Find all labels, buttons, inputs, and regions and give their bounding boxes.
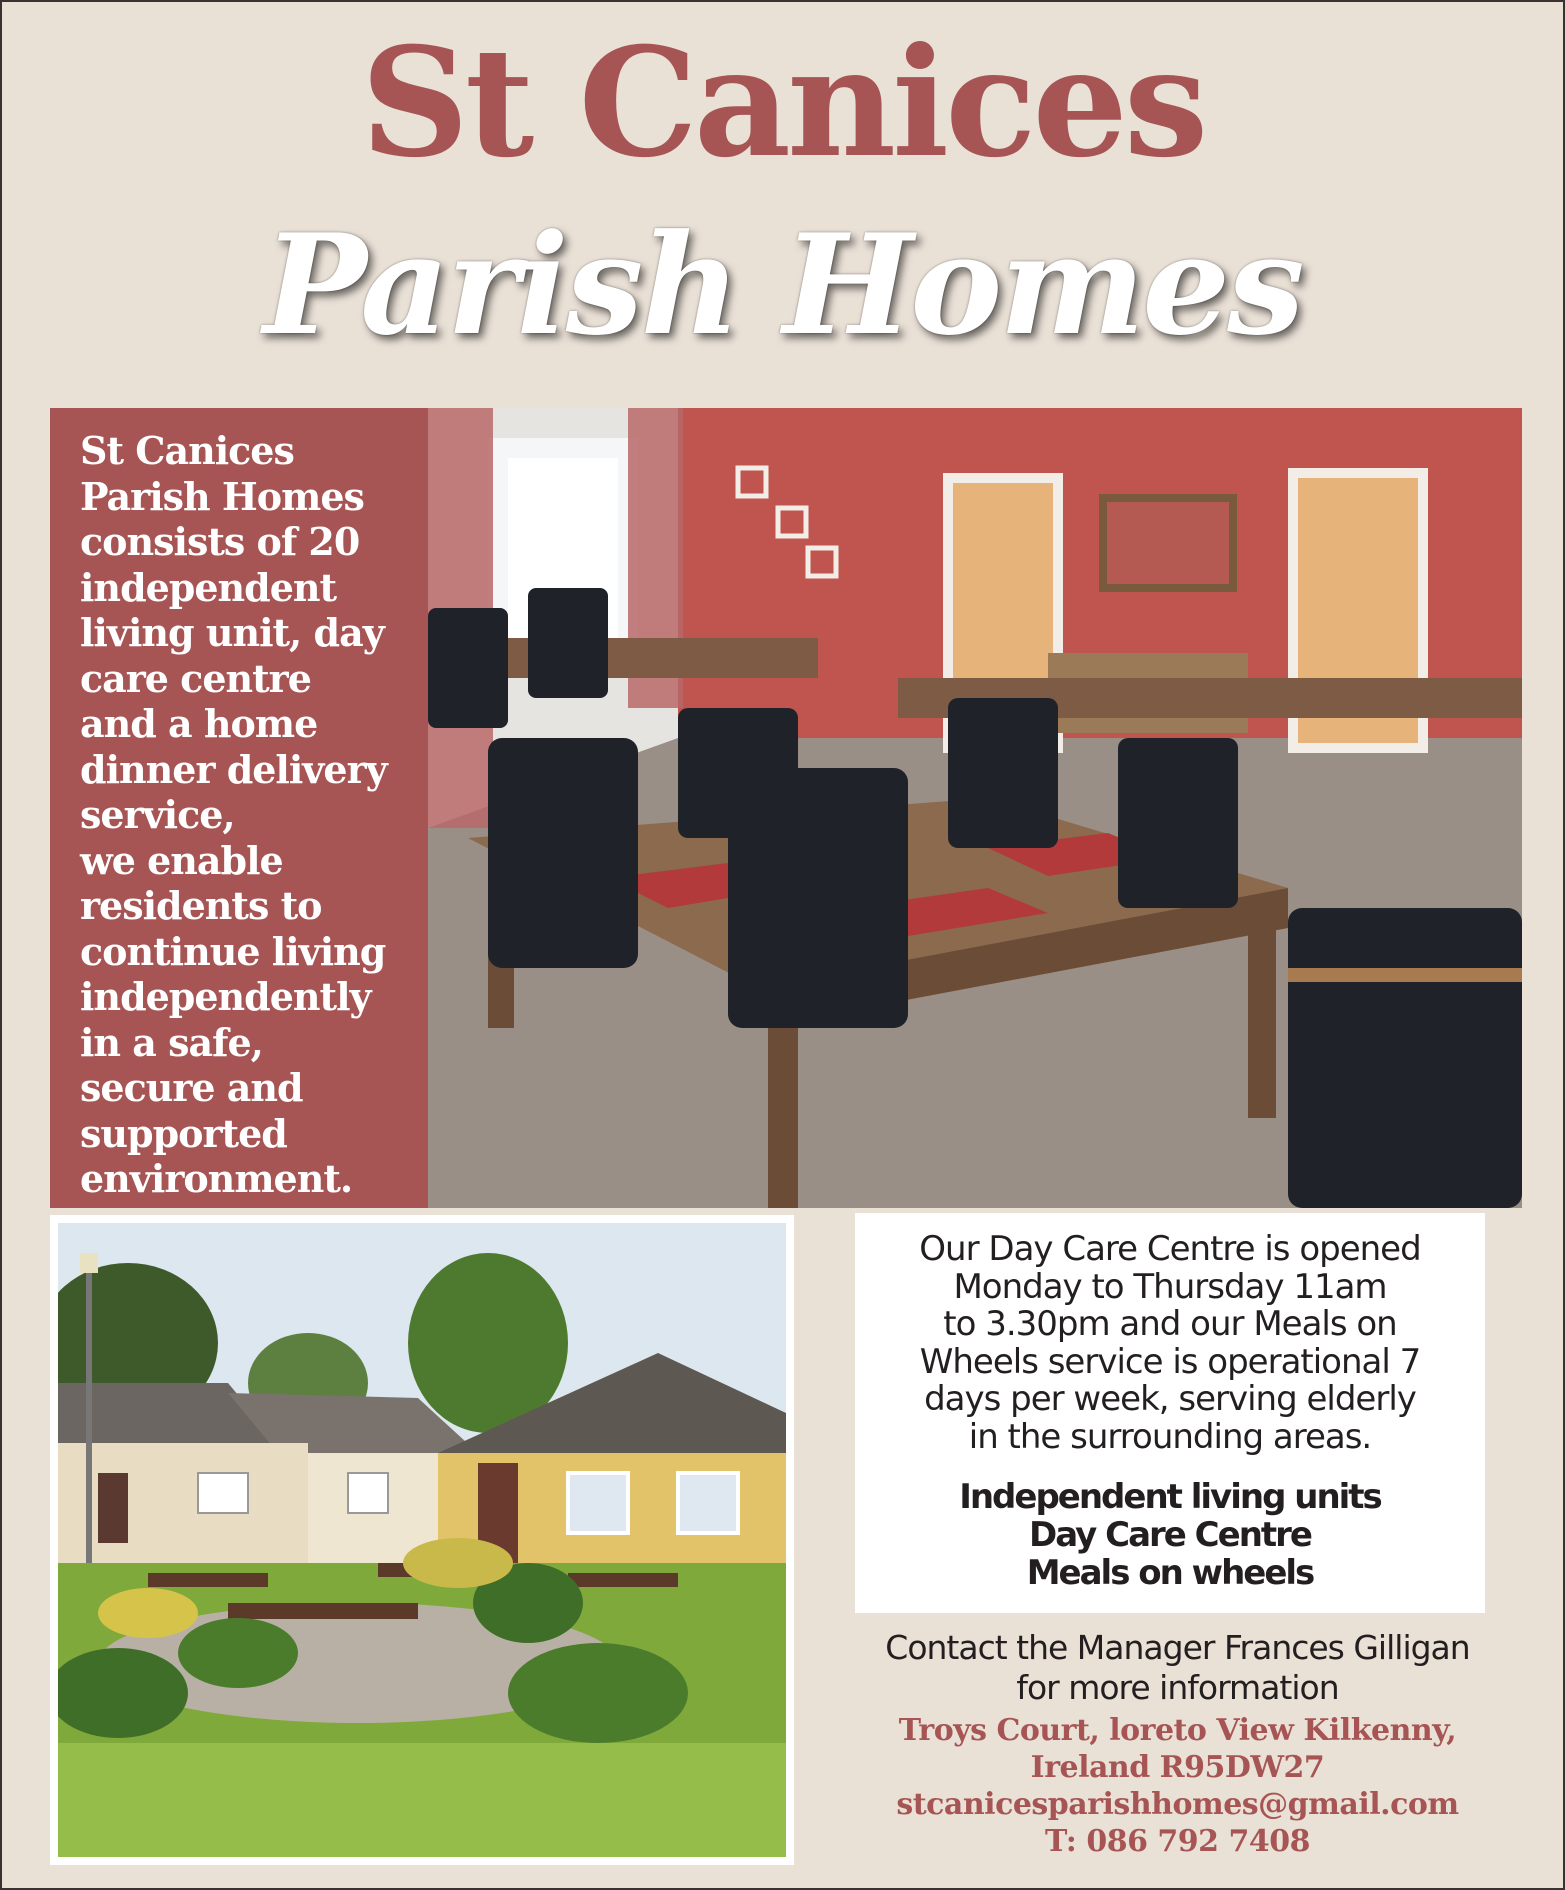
intro-panel bbox=[50, 408, 428, 1208]
title-line-2: Parish Homes bbox=[263, 203, 1302, 366]
title-line-1: St Canices bbox=[360, 15, 1205, 191]
contact-section bbox=[820, 1628, 1535, 1860]
contact-text: Contact the Manager Frances Gilligan for more information bbox=[885, 1628, 1470, 1707]
email-link[interactable]: stcanicesparishhomes@gmail.com bbox=[896, 1787, 1459, 1822]
dining-room-photo bbox=[428, 408, 1522, 1208]
intro-text: St Canices Parish Homes consists of 20 independent living unit, day care centre and a home dinner delivery service, we enable residents to continue living independently in a safe, secure and supported environment. bbox=[80, 428, 387, 1201]
service-item: Day Care Centre bbox=[1029, 1515, 1311, 1555]
day-care-info-box bbox=[855, 1213, 1485, 1613]
service-item: Independent living units bbox=[959, 1477, 1381, 1517]
phone-number[interactable]: T: 086 792 7408 bbox=[1045, 1824, 1310, 1859]
service-item: Meals on wheels bbox=[1026, 1553, 1314, 1593]
address-line-2: Ireland R95DW27 bbox=[1030, 1750, 1325, 1785]
day-care-info-text: Our Day Care Centre is opened Monday to Thursday 11am to 3.30pm and our Meals on Wheels service is operational 7 days per week, serving elderly in the surrounding areas. bbox=[919, 1229, 1421, 1457]
address-line-1: Troys Court, loreto View Kilkenny, bbox=[898, 1713, 1457, 1748]
services-list bbox=[865, 1478, 1475, 1592]
garden-photo bbox=[50, 1215, 794, 1865]
